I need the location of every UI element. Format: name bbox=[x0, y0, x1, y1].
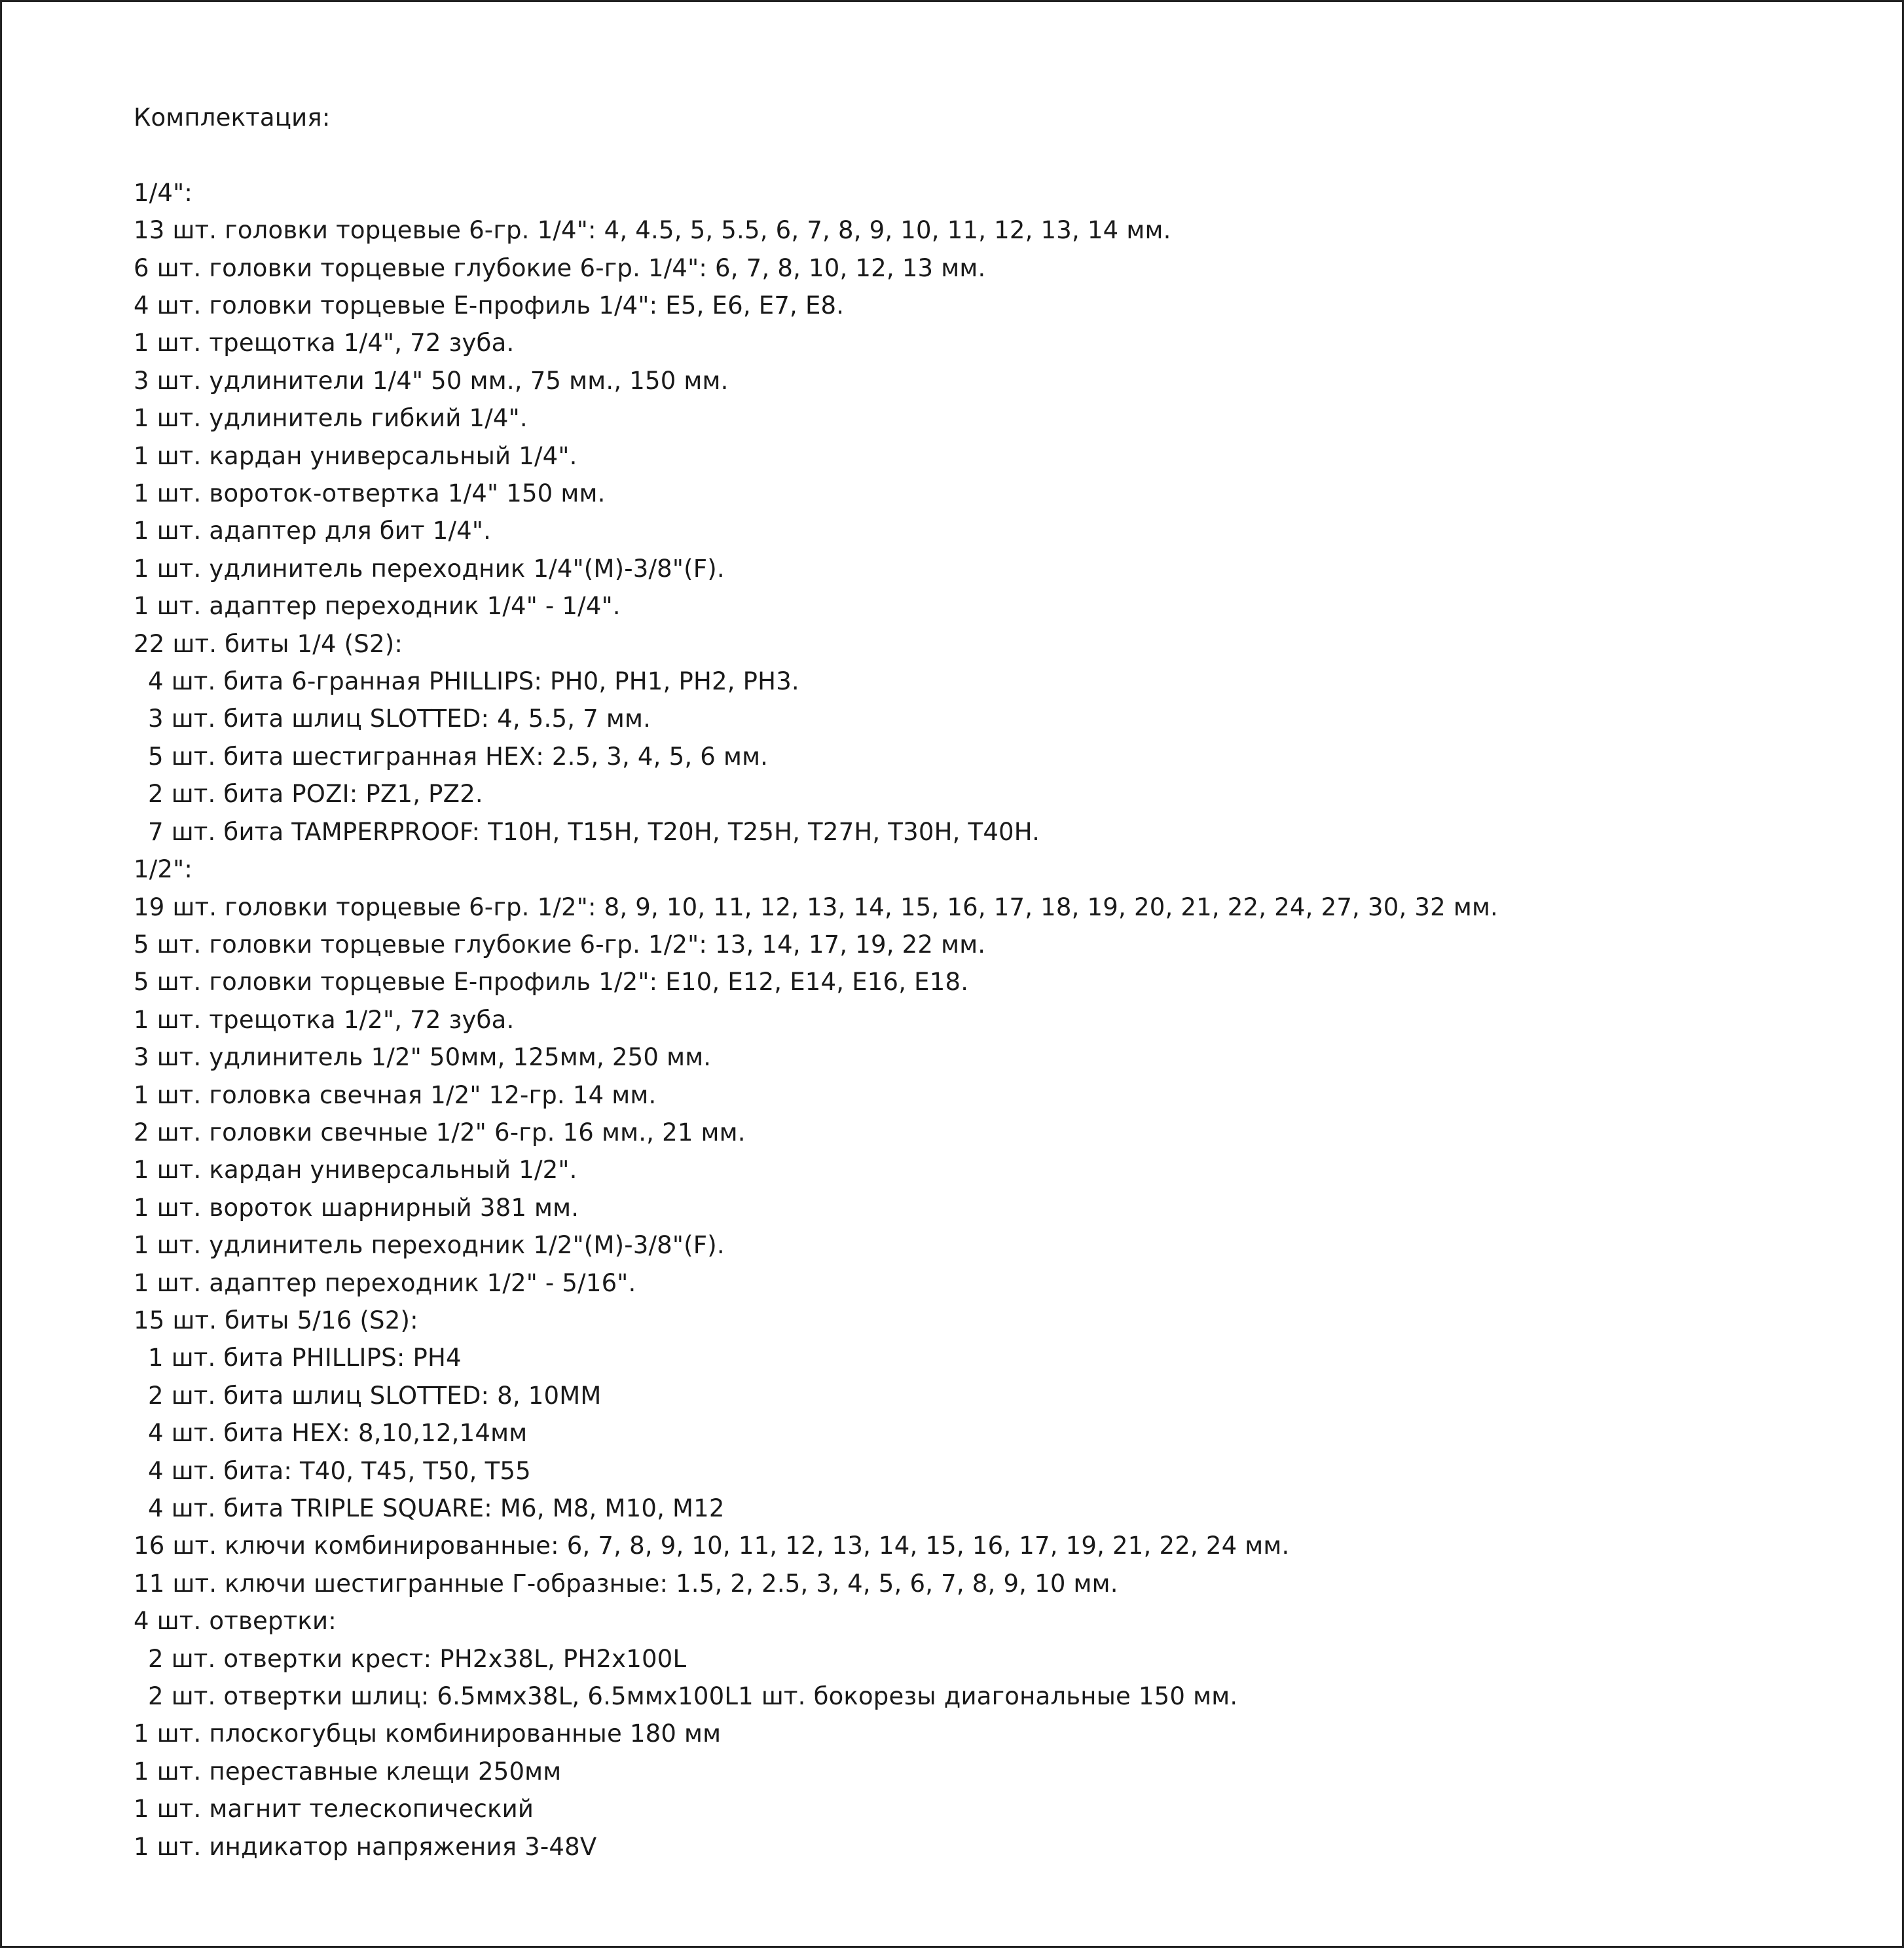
list-item: 1 шт. головка свечная 1/2" 12-гр. 14 мм. bbox=[134, 1080, 657, 1109]
list-item: 13 шт. головки торцевые 6-гр. 1/4": 4, 4.5, 5, 5.5, 6, 7, 8, 9, 10, 11, 12, 13, 14 мм. bbox=[134, 216, 1171, 245]
list-subitem: 7 шт. бита TAMPERPROOF: T10H, T15H, T20H, T25H, T27H, T30H, T40H. bbox=[148, 817, 1040, 846]
list-item: 1 шт. адаптер переходник 1/2" - 5/16". bbox=[134, 1268, 636, 1297]
list-item: 16 шт. ключи комбинированные: 6, 7, 8, 9, 10, 11, 12, 13, 14, 15, 16, 17, 19, 21, 22, 24 мм. bbox=[134, 1532, 1290, 1560]
list-item: 5 шт. головки торцевые Е-профиль 1/2": E10, E12, E14, E16, E18. bbox=[134, 968, 969, 997]
list-item: 1 шт. адаптер переходник 1/4" - 1/4". bbox=[134, 592, 621, 621]
list-item: 1 шт. кардан универсальный 1/2". bbox=[134, 1156, 577, 1185]
list-item: 1 шт. удлинитель переходник 1/4"(M)-3/8"(F). bbox=[134, 554, 725, 583]
list-subitem: 1 шт. бита PHILLIPS: PH4 bbox=[148, 1344, 462, 1372]
list-item: 15 шт. биты 5/16 (S2): bbox=[134, 1306, 418, 1334]
list-subitem: 4 шт. бита: T40, T45, T50, T55 bbox=[148, 1456, 531, 1485]
list-item: 1 шт. вороток шарнирный 381 мм. bbox=[134, 1193, 579, 1222]
list-item: 19 шт. головки торцевые 6-гр. 1/2": 8, 9, 10, 11, 12, 13, 14, 15, 16, 17, 18, 19, 20, 21, 22, 24, 27, 30, 32 мм. bbox=[134, 892, 1499, 921]
list-item: 1 шт. удлинитель гибкий 1/4". bbox=[134, 404, 528, 433]
list-subitem: 5 шт. бита шестигранная HEX: 2.5, 3, 4, 5, 6 мм. bbox=[148, 742, 769, 771]
list-item: 1/2": bbox=[134, 855, 193, 884]
title-spacer bbox=[134, 136, 1836, 174]
list-subitem: 2 шт. бита шлиц SLOTTED: 8, 10MM bbox=[148, 1381, 602, 1410]
list-subitem: 4 шт. бита TRIPLE SQUARE: M6, M8, M10, M12 bbox=[148, 1494, 725, 1523]
list-item: 1 шт. вороток-отвертка 1/4" 150 мм. bbox=[134, 479, 606, 508]
list-item: 3 шт. удлинители 1/4" 50 мм., 75 мм., 150 мм. bbox=[134, 366, 729, 395]
list-subitem: 2 шт. бита POZI: PZ1, PZ2. bbox=[148, 780, 483, 809]
list-item: 1 шт. трещотка 1/4", 72 зуба. bbox=[134, 329, 515, 358]
list-item: 11 шт. ключи шестигранные Г-образные: 1.5, 2, 2.5, 3, 4, 5, 6, 7, 8, 9, 10 мм. bbox=[134, 1569, 1118, 1598]
list-subitem: 2 шт. отвертки крест: PH2x38L, PH2x100L bbox=[148, 1644, 687, 1673]
document-title: Комплектация: bbox=[134, 103, 331, 132]
list-item: 4 шт. головки торцевые Е-профиль 1/4": Е5, Е6, Е7, Е8. bbox=[134, 291, 845, 320]
document-content bbox=[134, 99, 1836, 1865]
list-item: 1 шт. адаптер для бит 1/4". bbox=[134, 517, 492, 545]
list-item: 1 шт. плоскогубцы комбинированные 180 мм bbox=[134, 1719, 722, 1748]
list-item: 1 шт. кардан универсальный 1/4". bbox=[134, 441, 577, 470]
list-item: 1 шт. переставные клещи 250мм bbox=[134, 1757, 562, 1786]
list-subitem: 4 шт. бита HEX: 8,10,12,14мм bbox=[148, 1419, 528, 1448]
list-item: 2 шт. головки свечные 1/2" 6-гр. 16 мм., 21 мм. bbox=[134, 1118, 746, 1147]
list-item: 1 шт. удлинитель переходник 1/2"(M)-3/8"(F). bbox=[134, 1231, 725, 1260]
list-item: 4 шт. отвертки: bbox=[134, 1607, 337, 1636]
list-subitem: 2 шт. отвертки шлиц: 6.5ммx38L, 6.5ммx100L1 шт. бокорезы диагональные 150 мм. bbox=[148, 1682, 1238, 1711]
list-subitem: 3 шт. бита шлиц SLOTTED: 4, 5.5, 7 мм. bbox=[148, 705, 651, 733]
equipment-list bbox=[134, 174, 1836, 1865]
list-item: 6 шт. головки торцевые глубокие 6-гр. 1/4": 6, 7, 8, 10, 12, 13 мм. bbox=[134, 253, 986, 282]
list-item: 3 шт. удлинитель 1/2" 50мм, 125мм, 250 мм. bbox=[134, 1043, 712, 1072]
list-item: 1 шт. индикатор напряжения 3-48V bbox=[134, 1832, 597, 1861]
list-item: 1 шт. трещотка 1/2", 72 зуба. bbox=[134, 1005, 515, 1034]
list-item: 22 шт. биты 1/4 (S2): bbox=[134, 629, 403, 658]
list-item: 1 шт. магнит телескопический bbox=[134, 1795, 534, 1824]
list-subitem: 4 шт. бита 6-гранная PHILLIPS: PH0, PH1, PH2, PH3. bbox=[148, 667, 799, 696]
list-item: 1/4": bbox=[134, 178, 193, 207]
list-item: 5 шт. головки торцевые глубокие 6-гр. 1/2": 13, 14, 17, 19, 22 мм. bbox=[134, 930, 986, 959]
